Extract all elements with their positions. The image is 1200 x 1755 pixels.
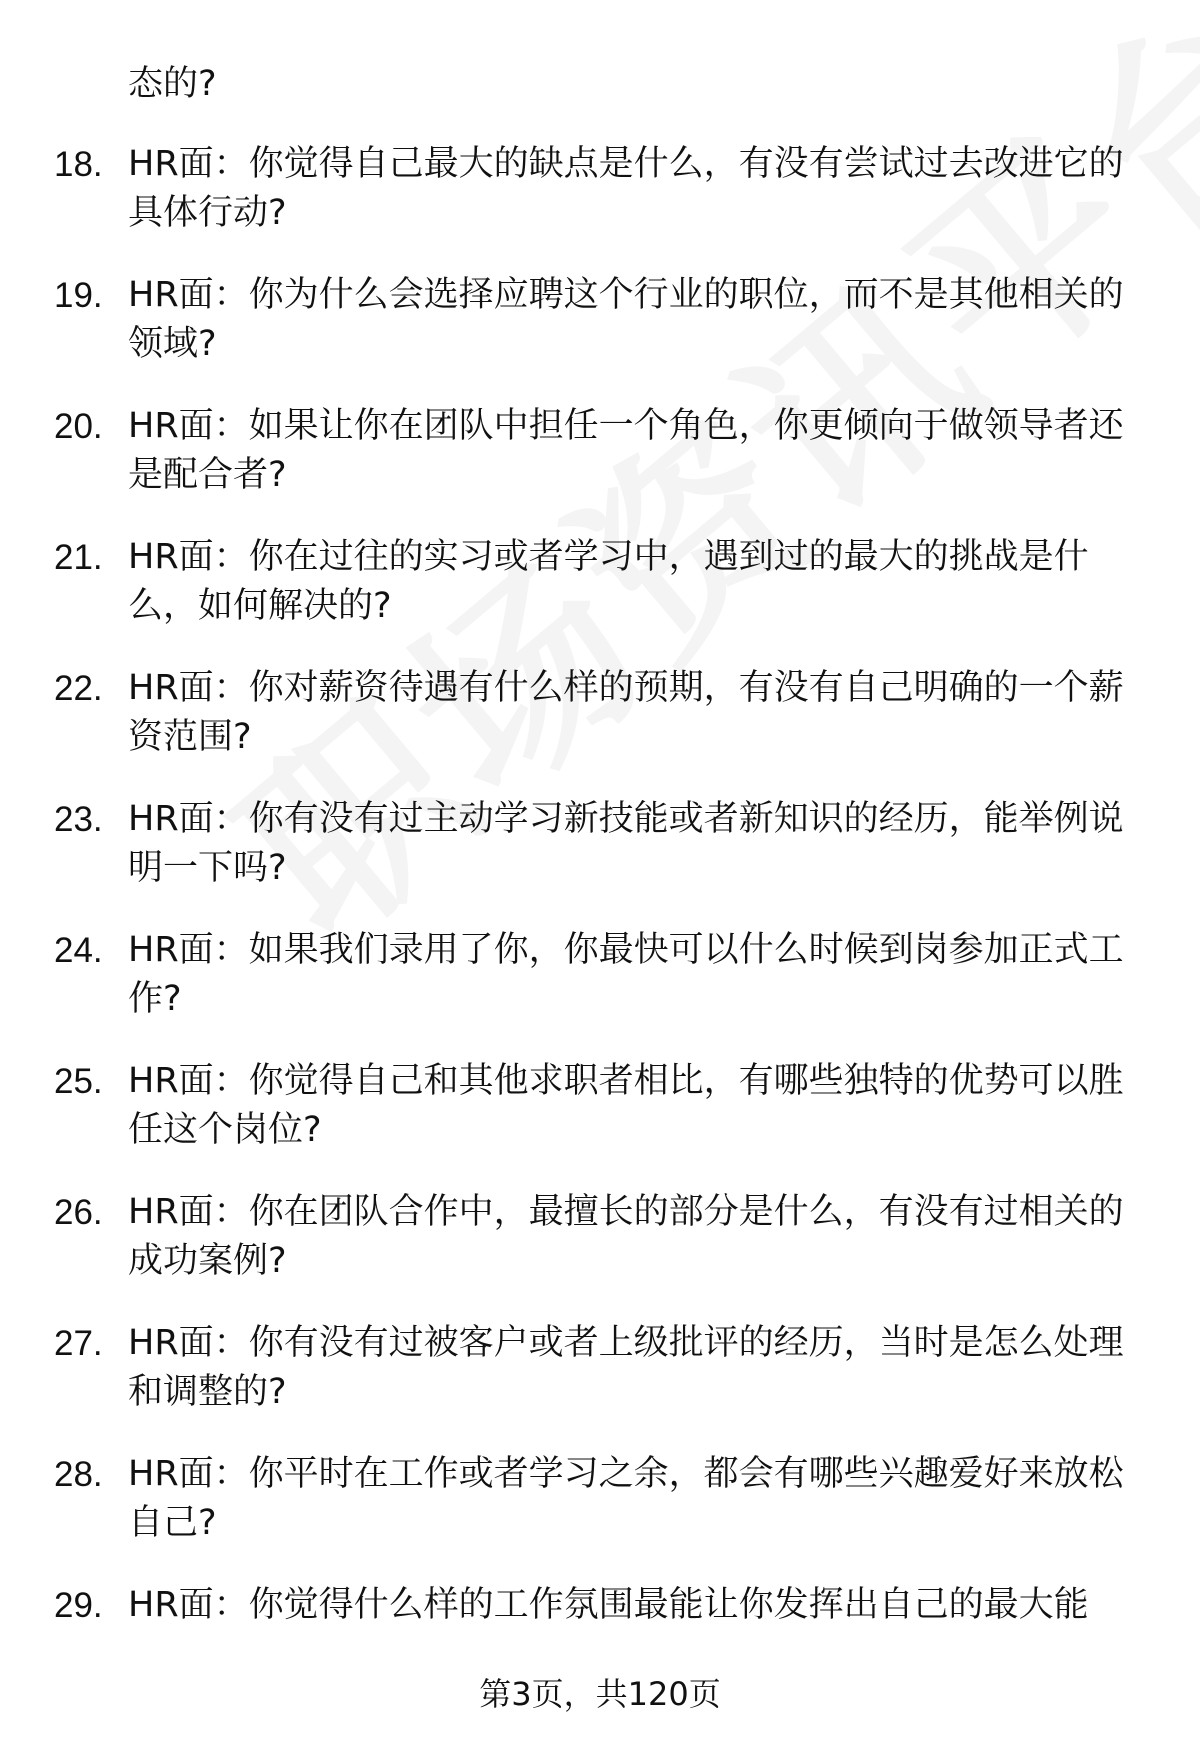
question-number: 26. <box>54 1193 103 1232</box>
question-text: HR面：你为什么会选择应聘这个行业的职位，而不是其他相关的领域? <box>128 275 1124 364</box>
list-item <box>0 1057 1200 1188</box>
question-text: HR面：你觉得什么样的工作氛围最能让你发挥出自己的最大能 <box>128 1585 1089 1625</box>
question-text: HR面：如果让你在团队中担任一个角色，你更倾向于做领导者还是配合者? <box>128 406 1124 495</box>
question-text: HR面：你对薪资待遇有什么样的预期，有没有自己明确的一个薪资范围? <box>128 668 1124 757</box>
list-item <box>0 1319 1200 1450</box>
question-text: HR面：你有没有过被客户或者上级批评的经历，当时是怎么处理和调整的? <box>128 1323 1124 1412</box>
question-number: 25. <box>54 1062 103 1101</box>
question-list <box>0 140 1200 1712</box>
question-text: HR面：你在过往的实习或者学习中，遇到过的最大的挑战是什么，如何解决的? <box>128 537 1089 626</box>
question-text: HR面：你在团队合作中，最擅长的部分是什么，有没有过相关的成功案例? <box>128 1192 1124 1281</box>
question-text: HR面：如果我们录用了你，你最快可以什么时候到岗参加正式工作? <box>128 930 1124 1019</box>
list-item <box>0 795 1200 926</box>
question-number: 23. <box>54 800 103 839</box>
list-item <box>0 402 1200 533</box>
question-text: HR面：你觉得自己最大的缺点是什么，有没有尝试过去改进它的具体行动? <box>128 144 1124 233</box>
question-number: 22. <box>54 669 103 708</box>
page-footer: 第3页，共120页 <box>479 1675 721 1713</box>
list-item <box>0 1188 1200 1319</box>
list-item <box>0 1450 1200 1581</box>
list-item <box>0 664 1200 795</box>
question-number: 21. <box>54 538 103 577</box>
list-item <box>0 271 1200 402</box>
question-number: 24. <box>54 931 103 970</box>
question-number: 18. <box>54 145 103 184</box>
question-number: 29. <box>54 1586 103 1625</box>
list-item <box>0 533 1200 664</box>
question-text: HR面：你平时在工作或者学习之余，都会有哪些兴趣爱好来放松自己? <box>128 1454 1124 1543</box>
list-item <box>0 926 1200 1057</box>
question-number: 20. <box>54 407 103 446</box>
list-item <box>0 140 1200 271</box>
question-text: HR面：你觉得自己和其他求职者相比，有哪些独特的优势可以胜任这个岗位? <box>128 1061 1124 1150</box>
question-text: HR面：你有没有过主动学习新技能或者新知识的经历，能举例说明一下吗? <box>128 799 1124 888</box>
question-number: 19. <box>54 276 103 315</box>
continued-question-text: 态的? <box>128 64 217 104</box>
question-number: 28. <box>54 1455 103 1494</box>
question-number: 27. <box>54 1324 103 1363</box>
